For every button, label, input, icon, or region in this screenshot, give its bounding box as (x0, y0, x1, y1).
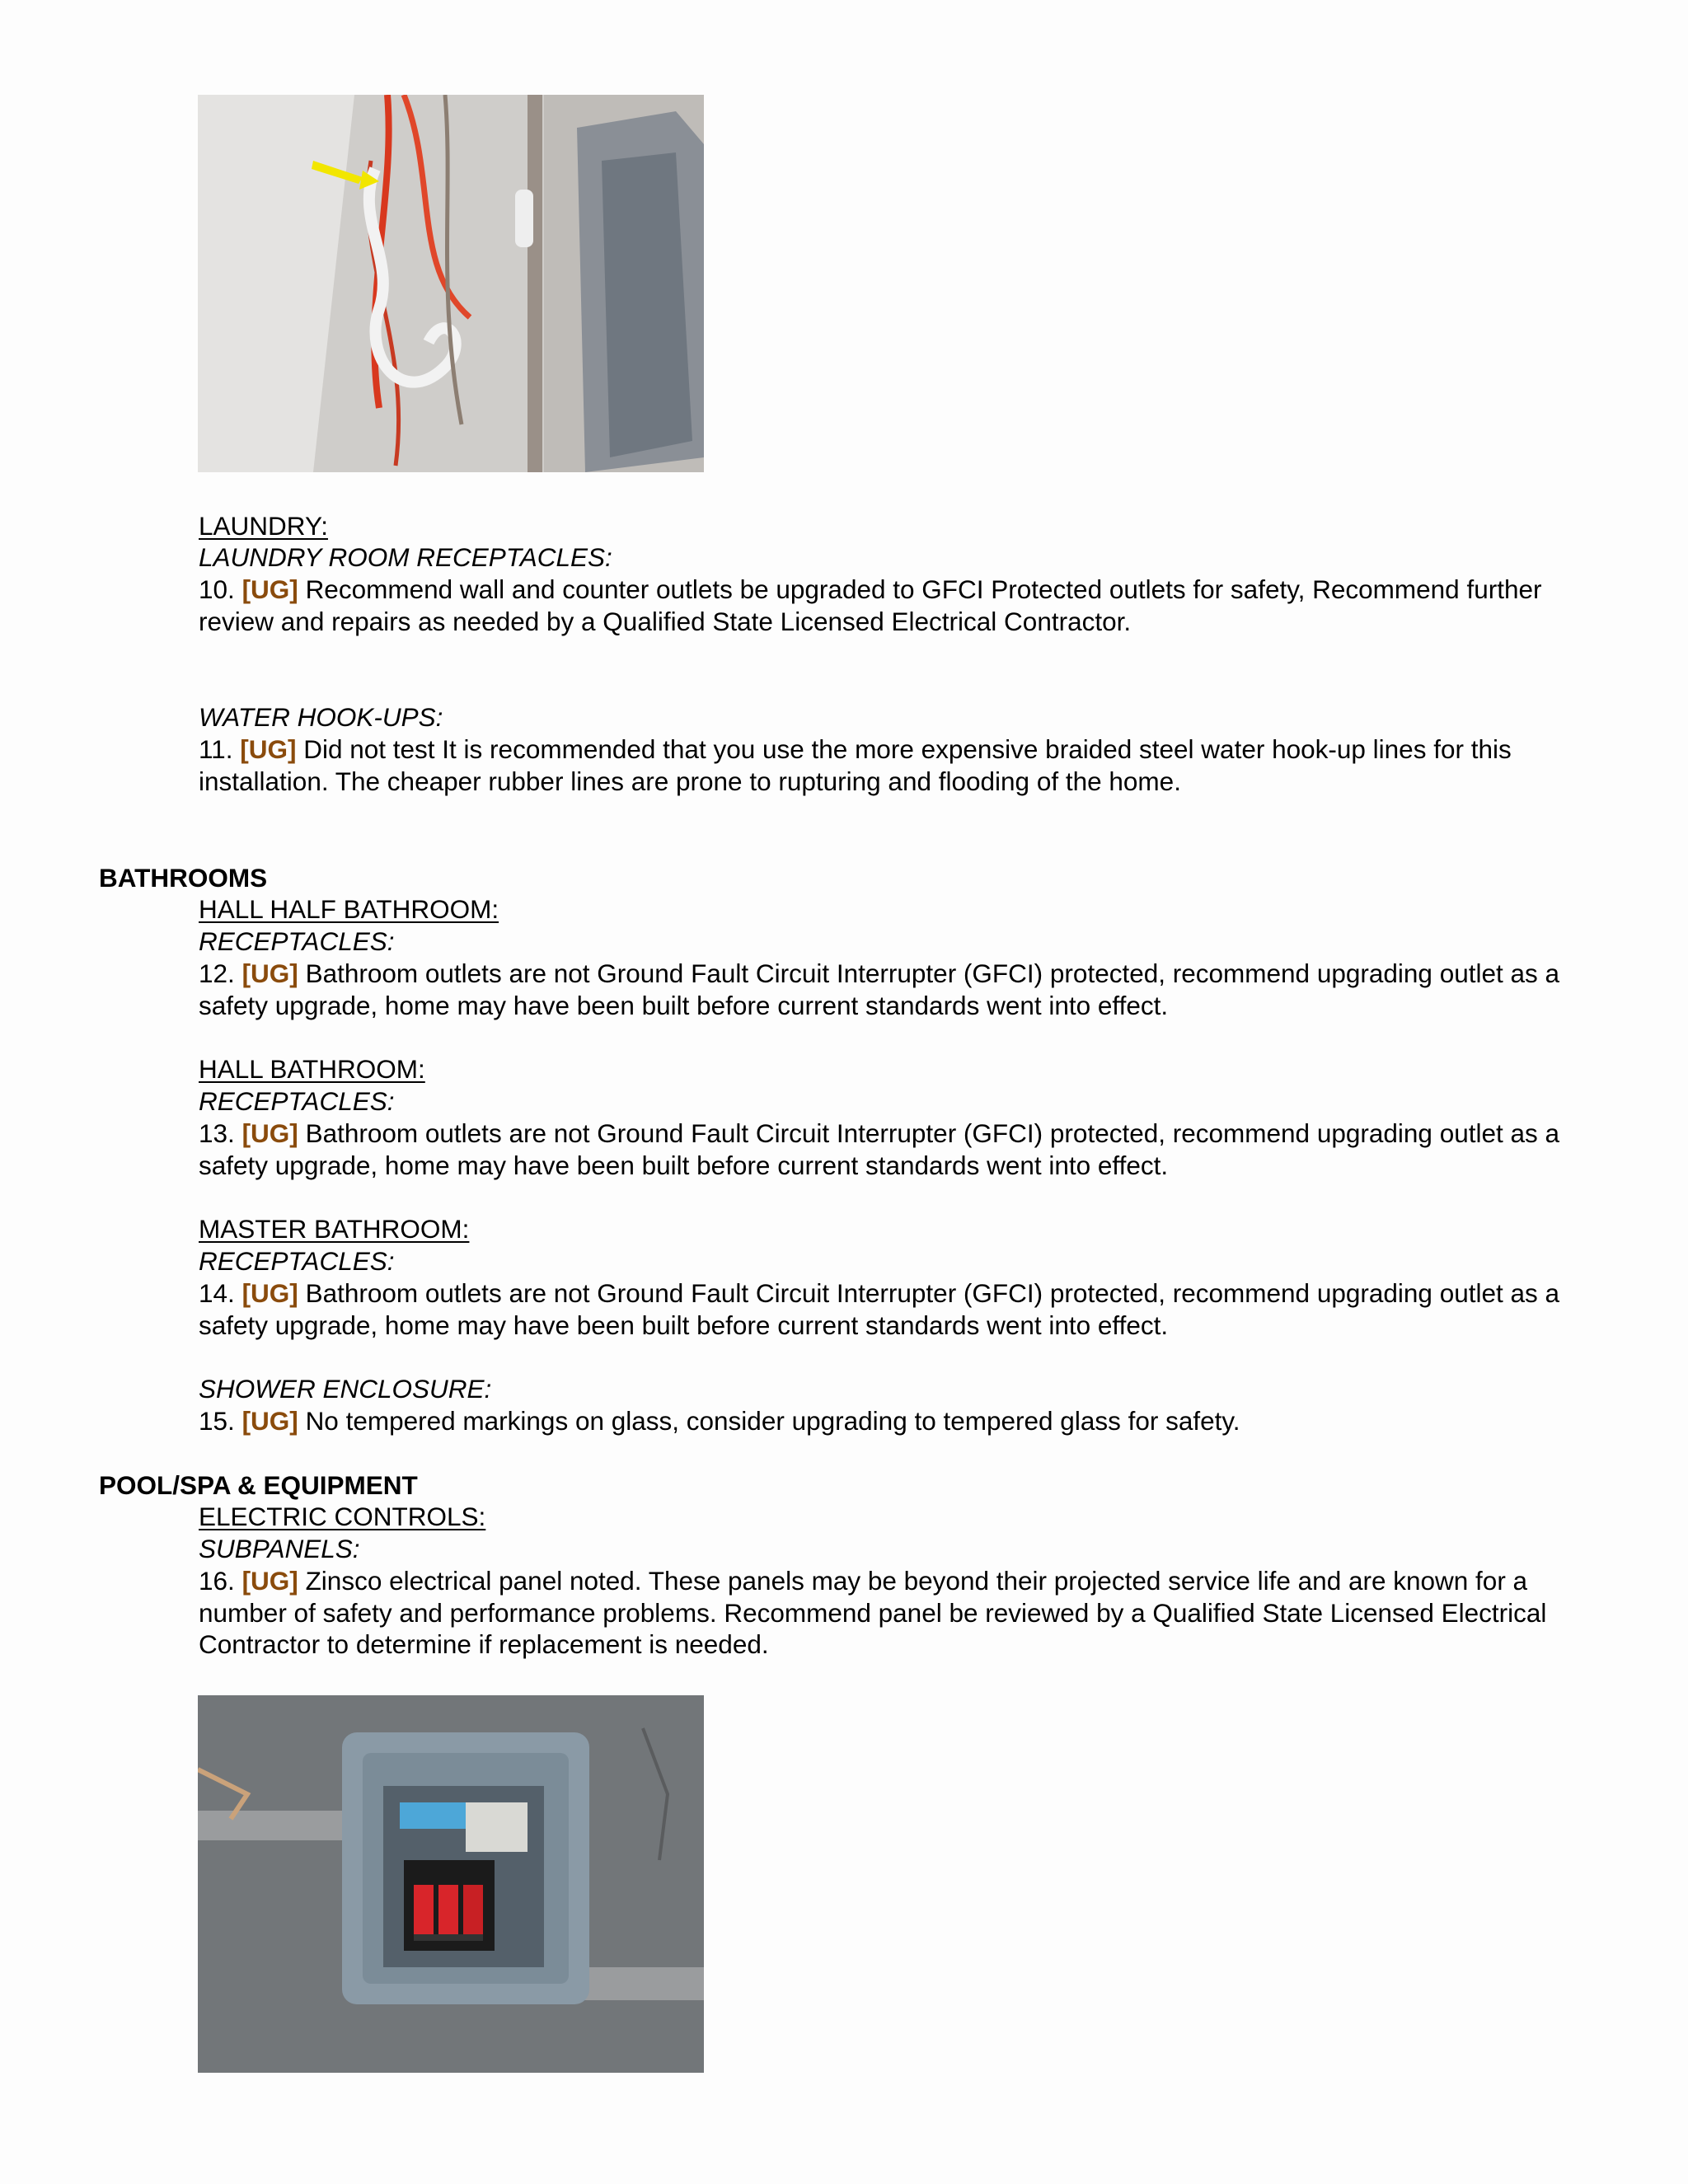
subpanels-label: SUBPANELS: (199, 1534, 360, 1563)
ug-tag: [UG] (241, 1278, 298, 1308)
item-number: 15. (199, 1406, 235, 1436)
laundry-receptacles-label: LAUNDRY ROOM RECEPTACLES: (199, 542, 612, 572)
item-11 (199, 733, 1616, 797)
item-text: Bathroom outlets are not Ground Fault Circuit Interrupter (GFCI) protected, recommend upgrading outlet as a safety upgrade, home may have been built before current standards went into effect. (199, 1278, 1560, 1340)
item-16 (199, 1565, 1616, 1661)
ug-tag: [UG] (241, 1406, 298, 1436)
master-bathroom-heading: MASTER BATHROOM: (199, 1214, 470, 1244)
pool-spa-title: POOL/SPA & EQUIPMENT (99, 1470, 418, 1500)
subpanel-photo (198, 1695, 704, 2073)
receptacles-label: RECEPTACLES: (199, 1246, 395, 1276)
item-number: 13. (199, 1118, 235, 1148)
item-text: Bathroom outlets are not Ground Fault Circuit Interrupter (GFCI) protected, recommend upgrading outlet as a safety upgrade, home may have been built before current standards went into effect. (199, 1118, 1560, 1180)
item-14 (199, 1277, 1616, 1341)
item-text: No tempered markings on glass, consider upgrading to tempered glass for safety. (305, 1406, 1240, 1436)
item-number: 12. (199, 958, 235, 988)
wiring-photo (198, 95, 704, 472)
item-10 (199, 574, 1616, 637)
ug-tag: [UG] (241, 1566, 298, 1596)
laundry-heading: LAUNDRY: (199, 511, 328, 541)
ug-tag: [UG] (241, 1118, 298, 1148)
water-hookups-label: WATER HOOK-UPS: (199, 702, 443, 732)
bathrooms-title: BATHROOMS (99, 863, 268, 893)
item-15 (199, 1405, 1616, 1437)
hall-bathroom-heading: HALL BATHROOM: (199, 1054, 425, 1084)
item-12 (199, 958, 1616, 1021)
ug-tag: [UG] (240, 734, 297, 764)
electric-controls-heading: ELECTRIC CONTROLS: (199, 1502, 486, 1531)
item-number: 16. (199, 1566, 235, 1596)
receptacles-label: RECEPTACLES: (199, 1086, 395, 1116)
item-number: 11. (199, 734, 233, 764)
item-text: Did not test It is recommended that you use the more expensive braided steel water hook-up lines for this installation. The cheaper rubber lines are prone to rupturing and flooding of the home. (199, 734, 1512, 796)
item-text: Zinsco electrical panel noted. These panels may be beyond their projected service life and are known for a number of safety and performance problems. Recommend panel be reviewed by a Qualified State Licensed Electrical Contractor to determine if replacement is needed. (199, 1566, 1547, 1659)
shower-enclosure-label: SHOWER ENCLOSURE: (199, 1374, 492, 1404)
hall-half-bathroom-heading: HALL HALF BATHROOM: (199, 894, 499, 924)
ug-tag: [UG] (241, 958, 298, 988)
item-text: Bathroom outlets are not Ground Fault Circuit Interrupter (GFCI) protected, recommend upgrading outlet as a safety upgrade, home may have been built before current standards went into effect. (199, 958, 1560, 1020)
item-13 (199, 1118, 1616, 1181)
item-number: 14. (199, 1278, 235, 1308)
item-text: Recommend wall and counter outlets be upgraded to GFCI Protected outlets for safety, Recommend further review and repairs as needed by a Qualified State Licensed Electrical Contractor. (199, 574, 1542, 636)
item-number: 10. (199, 574, 235, 604)
receptacles-label: RECEPTACLES: (199, 926, 395, 956)
ug-tag: [UG] (241, 574, 298, 604)
